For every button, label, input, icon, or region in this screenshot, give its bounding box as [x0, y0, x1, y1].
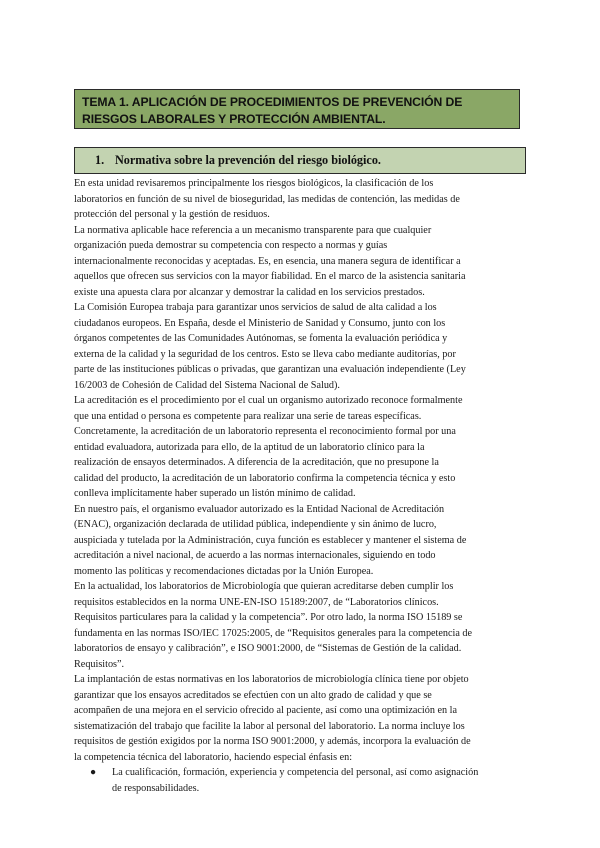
text-line: fundamenta en las normas ISO/IEC 17025:2005, de “Requisitos generales para la competencia de: [74, 627, 473, 639]
text-line: que una entidad o persona es competente para realizar una serie de tareas específicas.: [74, 410, 422, 422]
bullet-item-continuation: [74, 781, 534, 797]
text-line: organización pueda demostrar su competencia con respecto a normas y guías: [74, 240, 388, 251]
chapter-title-line-1: TEMA 1. APLICACIÓN DE PROCEDIMIENTOS DE PREVENCIÓN DE: [82, 95, 463, 109]
text-line: sistematización del trabajo que facilite la labor al personal del laboratorio. La norma incluye los: [74, 720, 465, 732]
text-line: conlleva implícitamente haber superado un listón mínimo de calidad.: [74, 488, 356, 499]
text-line: laboratorios en función de su nivel de bioseguridad, las medidas de contención, las medidas de: [74, 193, 460, 205]
text-line: Concretamente, la acreditación de un laboratorio representa el reconocimiento formal por una: [74, 426, 456, 437]
text-line: acreditación a nivel nacional, de acuerdo a las normas internacionales, siguiendo en todo: [74, 550, 436, 561]
text-line: laboratorios de ensayo y calibración”, e ISO 9001:2000, de “Sistemas de Gestión de la calidad.: [74, 643, 462, 654]
text-line: La implantación de estas normativas en los laboratorios de microbiología clínica tiene por objeto: [74, 674, 469, 685]
bullet-text-line: La cualificación, formación, experiencia y competencia del personal, así como asignación: [112, 767, 479, 778]
text-line: realización de ensayos determinados. A diferencia de la acreditación, que no presupone la: [74, 457, 439, 468]
text-line: internacionalmente reconocidas y aceptadas. Es, en esencia, una manera segura de identificar a: [74, 255, 461, 267]
text-line: externa de la calidad y la seguridad de los centros. Esto se lleva cabo mediante auditorías, por: [74, 348, 456, 360]
text-line: Requisitos”.: [74, 658, 125, 670]
section-heading-box: [74, 147, 526, 174]
text-line: La acreditación es el procedimiento por el cual un organismo autorizado reconoce formalmente: [74, 395, 463, 406]
text-line: acompañen de una mejora en el servicio ofrecido al paciente, así como una optimización en la: [74, 705, 458, 716]
text-line: existe una apuesta clara por alcanzar y demostrar la calidad en los servicios prestados.: [74, 286, 425, 298]
text-line: requisitos de gestión exigidos por la norma ISO 9001:2000, y además, incorpora la evaluación de: [74, 736, 471, 747]
bullet-icon: ●: [90, 767, 97, 778]
text-line: protección del personal y la gestión de residuos.: [74, 209, 270, 220]
text-line: parte de las instituciones públicas o privadas, que garantizan una evaluación independiente (Ley: [74, 364, 466, 375]
text-line: La normativa aplicable hace referencia a un mecanismo transparente para que cualquier: [74, 224, 432, 236]
chapter-title-box: [74, 89, 520, 129]
text-line: auspiciada y tutelada por la Administración, cuya función es establecer y mantener el sistema de: [74, 534, 467, 546]
text-line: En nuestro país, el organismo evaluador autorizado es la Entidad Nacional de Acreditación: [74, 503, 445, 515]
text-line: calidad del producto, la acreditación de un laboratorio confirma la competencia técnica y esto: [74, 472, 456, 484]
text-line: 16/2003 de Cohesión de Calidad del Sistema Nacional de Salud).: [74, 379, 340, 391]
text-line: requisitos establecidos en la norma UNE-EN-ISO 15189:2007, de “Laboratorios clínicos.: [74, 596, 439, 608]
bullet-text-line: de responsabilidades.: [112, 782, 200, 794]
text-line: (ENAC), organización declarada de utilidad pública, independiente y sin ánimo de lucro,: [74, 519, 437, 530]
chapter-title-line-2: RIESGOS LABORALES Y PROTECCIÓN AMBIENTAL.: [82, 112, 386, 126]
text-line: En esta unidad revisaremos principalmente los riesgos biológicos, la clasificación de los: [74, 178, 434, 189]
text-line: garantizar que los ensayos acreditados se efectúen con un alto grado de calidad y que se: [74, 689, 432, 701]
section-heading: Normativa sobre la prevención del riesgo biológico.: [115, 153, 381, 167]
section-number: 1.: [95, 153, 105, 167]
bullet-item: [74, 765, 534, 781]
text-line: órganos competentes de las Comunidades Autónomas, se fomenta la evaluación periódica y: [74, 333, 448, 344]
text-line: En la actualidad, los laboratorios de Microbiología que quieran acreditarse deben cumplir los: [74, 581, 454, 592]
text-line: La Comisión Europea trabaja para garantizar unos servicios de salud de alta calidad a los: [74, 302, 437, 313]
text-line: momento las políticas y recomendaciones dictadas por la Unión Europea.: [74, 565, 374, 577]
text-line: la competencia técnica del laboratorio, haciendo especial énfasis en:: [74, 751, 353, 763]
body-text: [74, 176, 534, 796]
text-line: Requisitos particulares para la calidad y la competencia”. Por otro lado, la norma ISO 15189 se: [74, 612, 463, 623]
text-line: entidad evaluadora, autorizada para ello, de la aptitud de un laboratorio clínico para la: [74, 441, 425, 453]
text-line: aquellos que ofrecen sus servicios con la mayor fiabilidad. En el marco de la asistencia sanitaria: [74, 271, 466, 282]
text-line: ciudadanos europeos. En España, desde el Ministerio de Sanidad y Consumo, junto con los: [74, 317, 446, 329]
